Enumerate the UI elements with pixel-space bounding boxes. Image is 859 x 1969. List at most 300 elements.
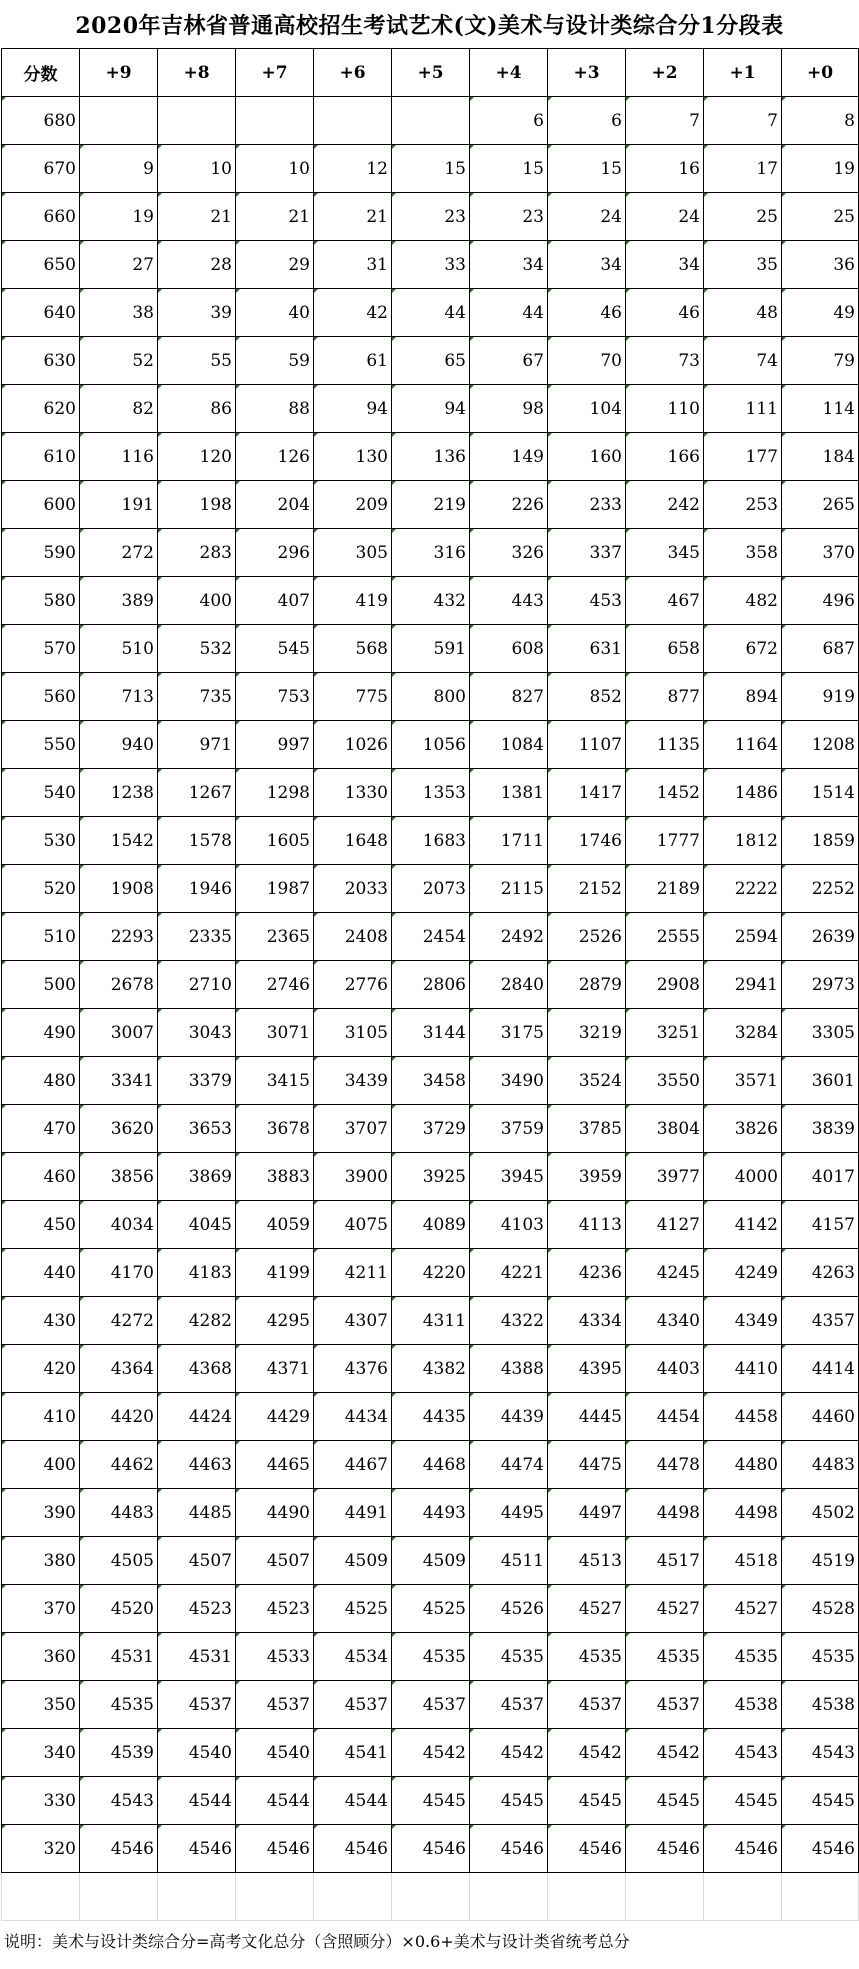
count-cell: 389 <box>80 577 158 625</box>
count-cell: 4142 <box>704 1201 782 1249</box>
count-cell: 337 <box>548 529 626 577</box>
score-cell: 620 <box>2 385 80 433</box>
count-cell: 3959 <box>548 1153 626 1201</box>
count-cell: 4509 <box>392 1537 470 1585</box>
count-cell: 46 <box>626 289 704 337</box>
count-cell: 4546 <box>626 1825 704 1873</box>
count-cell: 67 <box>470 337 548 385</box>
count-cell: 3571 <box>704 1057 782 1105</box>
count-cell: 713 <box>80 673 158 721</box>
score-cell: 530 <box>2 817 80 865</box>
count-cell: 34 <box>626 241 704 289</box>
count-cell: 467 <box>626 577 704 625</box>
score-cell: 500 <box>2 961 80 1009</box>
count-cell: 4537 <box>158 1681 236 1729</box>
count-cell: 4468 <box>392 1441 470 1489</box>
count-cell: 4509 <box>314 1537 392 1585</box>
count-cell: 4410 <box>704 1345 782 1393</box>
header-offset: +6 <box>314 49 392 97</box>
count-cell: 283 <box>158 529 236 577</box>
count-cell: 4526 <box>470 1585 548 1633</box>
table-row <box>2 1297 859 1345</box>
count-cell: 735 <box>158 673 236 721</box>
count-cell: 88 <box>236 385 314 433</box>
count-cell: 4364 <box>80 1345 158 1393</box>
count-cell: 1135 <box>626 721 704 769</box>
count-cell: 4545 <box>548 1777 626 1825</box>
count-cell: 3759 <box>470 1105 548 1153</box>
count-cell: 4113 <box>548 1201 626 1249</box>
count-cell: 4199 <box>236 1249 314 1297</box>
table-row <box>2 241 859 289</box>
count-cell: 4535 <box>470 1633 548 1681</box>
count-cell: 4458 <box>704 1393 782 1441</box>
count-cell: 2189 <box>626 865 704 913</box>
count-cell: 130 <box>314 433 392 481</box>
count-cell: 4340 <box>626 1297 704 1345</box>
count-cell: 19 <box>782 145 859 193</box>
count-cell <box>236 97 314 145</box>
header-offset: +2 <box>626 49 704 97</box>
count-cell: 126 <box>236 433 314 481</box>
count-cell: 3284 <box>704 1009 782 1057</box>
blank-cell <box>782 1873 859 1921</box>
count-cell: 35 <box>704 241 782 289</box>
count-cell: 4545 <box>392 1777 470 1825</box>
count-cell: 4523 <box>158 1585 236 1633</box>
count-cell: 160 <box>548 433 626 481</box>
count-cell: 74 <box>704 337 782 385</box>
count-cell: 1330 <box>314 769 392 817</box>
header-offset: +4 <box>470 49 548 97</box>
score-cell: 640 <box>2 289 80 337</box>
count-cell: 2526 <box>548 913 626 961</box>
count-cell: 2073 <box>392 865 470 913</box>
count-cell: 4527 <box>626 1585 704 1633</box>
count-cell: 10 <box>158 145 236 193</box>
table-body <box>2 97 859 1921</box>
score-cell: 580 <box>2 577 80 625</box>
score-cell: 470 <box>2 1105 80 1153</box>
count-cell: 3729 <box>392 1105 470 1153</box>
count-cell: 4000 <box>704 1153 782 1201</box>
blank-cell <box>392 1873 470 1921</box>
table-row <box>2 1249 859 1297</box>
count-cell: 136 <box>392 433 470 481</box>
count-cell: 17 <box>704 145 782 193</box>
score-cell: 660 <box>2 193 80 241</box>
count-cell: 4507 <box>158 1537 236 1585</box>
score-cell: 390 <box>2 1489 80 1537</box>
count-cell: 4395 <box>548 1345 626 1393</box>
count-cell: 2152 <box>548 865 626 913</box>
count-cell: 800 <box>392 673 470 721</box>
count-cell: 98 <box>470 385 548 433</box>
count-cell: 3524 <box>548 1057 626 1105</box>
count-cell: 4017 <box>782 1153 859 1201</box>
count-cell: 55 <box>158 337 236 385</box>
count-cell: 4245 <box>626 1249 704 1297</box>
count-cell: 4534 <box>314 1633 392 1681</box>
count-cell: 1908 <box>80 865 158 913</box>
table-row <box>2 289 859 337</box>
count-cell: 110 <box>626 385 704 433</box>
count-cell: 345 <box>626 529 704 577</box>
header-offset: +9 <box>80 49 158 97</box>
count-cell: 4546 <box>470 1825 548 1873</box>
count-cell: 4525 <box>314 1585 392 1633</box>
count-cell: 94 <box>314 385 392 433</box>
count-cell: 4544 <box>314 1777 392 1825</box>
count-cell: 3415 <box>236 1057 314 1105</box>
count-cell: 40 <box>236 289 314 337</box>
count-cell: 219 <box>392 481 470 529</box>
count-cell: 4349 <box>704 1297 782 1345</box>
count-cell: 177 <box>704 433 782 481</box>
count-cell: 3071 <box>236 1009 314 1057</box>
count-cell: 3804 <box>626 1105 704 1153</box>
count-cell: 4543 <box>782 1729 859 1777</box>
count-cell: 296 <box>236 529 314 577</box>
count-cell: 4221 <box>470 1249 548 1297</box>
header-offset: +3 <box>548 49 626 97</box>
count-cell: 3856 <box>80 1153 158 1201</box>
count-cell: 4480 <box>704 1441 782 1489</box>
count-cell: 82 <box>80 385 158 433</box>
count-cell: 65 <box>392 337 470 385</box>
count-cell: 4263 <box>782 1249 859 1297</box>
table-row <box>2 673 859 721</box>
count-cell: 2293 <box>80 913 158 961</box>
count-cell: 1298 <box>236 769 314 817</box>
count-cell: 4519 <box>782 1537 859 1585</box>
count-cell: 4493 <box>392 1489 470 1537</box>
count-cell: 39 <box>158 289 236 337</box>
count-cell: 204 <box>236 481 314 529</box>
count-cell: 443 <box>470 577 548 625</box>
count-cell: 894 <box>704 673 782 721</box>
score-table <box>1 48 859 1921</box>
count-cell: 4543 <box>80 1777 158 1825</box>
page-title: 2020年吉林省普通高校招生考试艺术(文)美术与设计类综合分1分段表 <box>75 12 784 39</box>
count-cell: 29 <box>236 241 314 289</box>
count-cell: 52 <box>80 337 158 385</box>
count-cell: 852 <box>548 673 626 721</box>
count-cell: 568 <box>314 625 392 673</box>
count-cell: 3826 <box>704 1105 782 1153</box>
count-cell: 4545 <box>782 1777 859 1825</box>
count-cell: 432 <box>392 577 470 625</box>
count-cell: 358 <box>704 529 782 577</box>
count-cell: 4322 <box>470 1297 548 1345</box>
count-cell: 233 <box>548 481 626 529</box>
blank-cell <box>236 1873 314 1921</box>
count-cell: 4424 <box>158 1393 236 1441</box>
count-cell: 4483 <box>782 1441 859 1489</box>
score-cell: 650 <box>2 241 80 289</box>
count-cell: 4465 <box>236 1441 314 1489</box>
count-cell: 16 <box>626 145 704 193</box>
count-cell: 4474 <box>470 1441 548 1489</box>
count-cell: 4527 <box>548 1585 626 1633</box>
count-cell: 971 <box>158 721 236 769</box>
count-cell: 4542 <box>548 1729 626 1777</box>
count-cell: 3620 <box>80 1105 158 1153</box>
count-cell: 4546 <box>548 1825 626 1873</box>
blank-cell <box>470 1873 548 1921</box>
count-cell: 4490 <box>236 1489 314 1537</box>
count-cell: 116 <box>80 433 158 481</box>
table-row <box>2 1441 859 1489</box>
count-cell: 3785 <box>548 1105 626 1153</box>
table-row <box>2 769 859 817</box>
count-cell: 4434 <box>314 1393 392 1441</box>
count-cell: 1987 <box>236 865 314 913</box>
count-cell: 370 <box>782 529 859 577</box>
count-cell: 4537 <box>236 1681 314 1729</box>
count-cell: 3977 <box>626 1153 704 1201</box>
count-cell: 827 <box>470 673 548 721</box>
count-cell: 226 <box>470 481 548 529</box>
count-cell: 272 <box>80 529 158 577</box>
blank-cell <box>158 1873 236 1921</box>
count-cell: 33 <box>392 241 470 289</box>
score-cell: 350 <box>2 1681 80 1729</box>
count-cell: 3007 <box>80 1009 158 1057</box>
count-cell: 3175 <box>470 1009 548 1057</box>
score-cell: 400 <box>2 1441 80 1489</box>
table-row <box>2 913 859 961</box>
score-cell: 540 <box>2 769 80 817</box>
count-cell: 42 <box>314 289 392 337</box>
header-score: 分数 <box>2 49 80 97</box>
table-row <box>2 865 859 913</box>
blank-cell <box>2 1873 80 1921</box>
count-cell: 1026 <box>314 721 392 769</box>
count-cell: 4236 <box>548 1249 626 1297</box>
count-cell: 4467 <box>314 1441 392 1489</box>
count-cell: 1812 <box>704 817 782 865</box>
count-cell: 4445 <box>548 1393 626 1441</box>
count-cell: 4498 <box>626 1489 704 1537</box>
count-cell: 4538 <box>704 1681 782 1729</box>
score-cell: 550 <box>2 721 80 769</box>
count-cell: 4045 <box>158 1201 236 1249</box>
count-cell: 4460 <box>782 1393 859 1441</box>
count-cell: 253 <box>704 481 782 529</box>
count-cell: 4403 <box>626 1345 704 1393</box>
count-cell: 10 <box>236 145 314 193</box>
count-cell <box>158 97 236 145</box>
count-cell: 4541 <box>314 1729 392 1777</box>
count-cell: 3043 <box>158 1009 236 1057</box>
count-cell: 8 <box>782 97 859 145</box>
count-cell: 4525 <box>392 1585 470 1633</box>
count-cell: 2252 <box>782 865 859 913</box>
count-cell: 1711 <box>470 817 548 865</box>
count-cell: 4435 <box>392 1393 470 1441</box>
count-cell: 4545 <box>626 1777 704 1825</box>
table-row <box>2 625 859 673</box>
count-cell: 4103 <box>470 1201 548 1249</box>
count-cell: 1648 <box>314 817 392 865</box>
count-cell: 4545 <box>470 1777 548 1825</box>
count-cell: 1208 <box>782 721 859 769</box>
count-cell: 198 <box>158 481 236 529</box>
count-cell: 4059 <box>236 1201 314 1249</box>
count-cell: 4539 <box>80 1729 158 1777</box>
count-cell: 4546 <box>80 1825 158 1873</box>
count-cell: 3251 <box>626 1009 704 1057</box>
count-cell: 940 <box>80 721 158 769</box>
count-cell <box>80 97 158 145</box>
count-cell: 4538 <box>782 1681 859 1729</box>
count-cell: 4531 <box>158 1633 236 1681</box>
count-cell: 672 <box>704 625 782 673</box>
score-cell: 360 <box>2 1633 80 1681</box>
table-row <box>2 337 859 385</box>
score-cell: 490 <box>2 1009 80 1057</box>
count-cell: 2941 <box>704 961 782 1009</box>
count-cell: 305 <box>314 529 392 577</box>
table-row <box>2 1729 859 1777</box>
count-cell: 4511 <box>470 1537 548 1585</box>
count-cell <box>392 97 470 145</box>
count-cell: 4414 <box>782 1345 859 1393</box>
count-cell: 1514 <box>782 769 859 817</box>
table-header-row <box>2 49 859 97</box>
count-cell: 4334 <box>548 1297 626 1345</box>
score-cell: 480 <box>2 1057 80 1105</box>
count-cell: 1267 <box>158 769 236 817</box>
count-cell: 4311 <box>392 1297 470 1345</box>
count-cell: 184 <box>782 433 859 481</box>
count-cell: 61 <box>314 337 392 385</box>
count-cell: 3341 <box>80 1057 158 1105</box>
count-cell: 4485 <box>158 1489 236 1537</box>
count-cell: 209 <box>314 481 392 529</box>
count-cell: 4497 <box>548 1489 626 1537</box>
count-cell: 73 <box>626 337 704 385</box>
count-cell: 1353 <box>392 769 470 817</box>
count-cell: 4535 <box>782 1633 859 1681</box>
count-cell: 4527 <box>704 1585 782 1633</box>
count-cell: 3925 <box>392 1153 470 1201</box>
count-cell: 242 <box>626 481 704 529</box>
table-row <box>2 961 859 1009</box>
count-cell: 1486 <box>704 769 782 817</box>
count-cell: 1084 <box>470 721 548 769</box>
count-cell: 4518 <box>704 1537 782 1585</box>
count-cell: 1605 <box>236 817 314 865</box>
count-cell: 4491 <box>314 1489 392 1537</box>
table-row <box>2 193 859 241</box>
count-cell: 4540 <box>158 1729 236 1777</box>
count-cell: 3883 <box>236 1153 314 1201</box>
count-cell: 407 <box>236 577 314 625</box>
count-cell: 4546 <box>158 1825 236 1873</box>
count-cell: 34 <box>548 241 626 289</box>
count-cell: 775 <box>314 673 392 721</box>
count-cell: 25 <box>782 193 859 241</box>
count-cell: 4495 <box>470 1489 548 1537</box>
count-cell <box>314 97 392 145</box>
table-row <box>2 433 859 481</box>
count-cell: 1859 <box>782 817 859 865</box>
count-cell: 2879 <box>548 961 626 1009</box>
count-cell: 4382 <box>392 1345 470 1393</box>
score-cell: 330 <box>2 1777 80 1825</box>
count-cell: 1683 <box>392 817 470 865</box>
table-row <box>2 1633 859 1681</box>
count-cell: 4517 <box>626 1537 704 1585</box>
count-cell: 4535 <box>392 1633 470 1681</box>
table-row <box>2 1489 859 1537</box>
score-cell: 420 <box>2 1345 80 1393</box>
count-cell: 608 <box>470 625 548 673</box>
blank-cell <box>314 1873 392 1921</box>
count-cell: 25 <box>704 193 782 241</box>
count-cell: 4439 <box>470 1393 548 1441</box>
count-cell: 21 <box>314 193 392 241</box>
count-cell: 1777 <box>626 817 704 865</box>
count-cell: 532 <box>158 625 236 673</box>
count-cell: 4157 <box>782 1201 859 1249</box>
count-cell: 4498 <box>704 1489 782 1537</box>
count-cell: 4546 <box>392 1825 470 1873</box>
blank-cell <box>704 1873 782 1921</box>
count-cell: 7 <box>704 97 782 145</box>
count-cell: 4535 <box>704 1633 782 1681</box>
score-cell: 340 <box>2 1729 80 1777</box>
count-cell: 4388 <box>470 1345 548 1393</box>
count-cell: 3601 <box>782 1057 859 1105</box>
score-cell: 440 <box>2 1249 80 1297</box>
table-row <box>2 1825 859 1873</box>
count-cell: 48 <box>704 289 782 337</box>
count-cell: 28 <box>158 241 236 289</box>
count-cell: 21 <box>158 193 236 241</box>
count-cell: 70 <box>548 337 626 385</box>
count-cell: 4546 <box>704 1825 782 1873</box>
count-cell: 44 <box>392 289 470 337</box>
count-cell: 4429 <box>236 1393 314 1441</box>
score-cell: 510 <box>2 913 80 961</box>
count-cell: 4540 <box>236 1729 314 1777</box>
table-row <box>2 145 859 193</box>
count-cell: 545 <box>236 625 314 673</box>
score-cell: 410 <box>2 1393 80 1441</box>
count-cell: 453 <box>548 577 626 625</box>
count-cell: 34 <box>470 241 548 289</box>
count-cell: 6 <box>470 97 548 145</box>
count-cell: 4075 <box>314 1201 392 1249</box>
table-row <box>2 1009 859 1057</box>
count-cell: 4183 <box>158 1249 236 1297</box>
count-cell: 400 <box>158 577 236 625</box>
count-cell: 4528 <box>782 1585 859 1633</box>
count-cell: 4537 <box>314 1681 392 1729</box>
count-cell: 191 <box>80 481 158 529</box>
header-offset: +1 <box>704 49 782 97</box>
count-cell: 27 <box>80 241 158 289</box>
score-cell: 320 <box>2 1825 80 1873</box>
count-cell: 2678 <box>80 961 158 1009</box>
count-cell: 31 <box>314 241 392 289</box>
count-cell: 1056 <box>392 721 470 769</box>
score-cell: 670 <box>2 145 80 193</box>
count-cell: 316 <box>392 529 470 577</box>
